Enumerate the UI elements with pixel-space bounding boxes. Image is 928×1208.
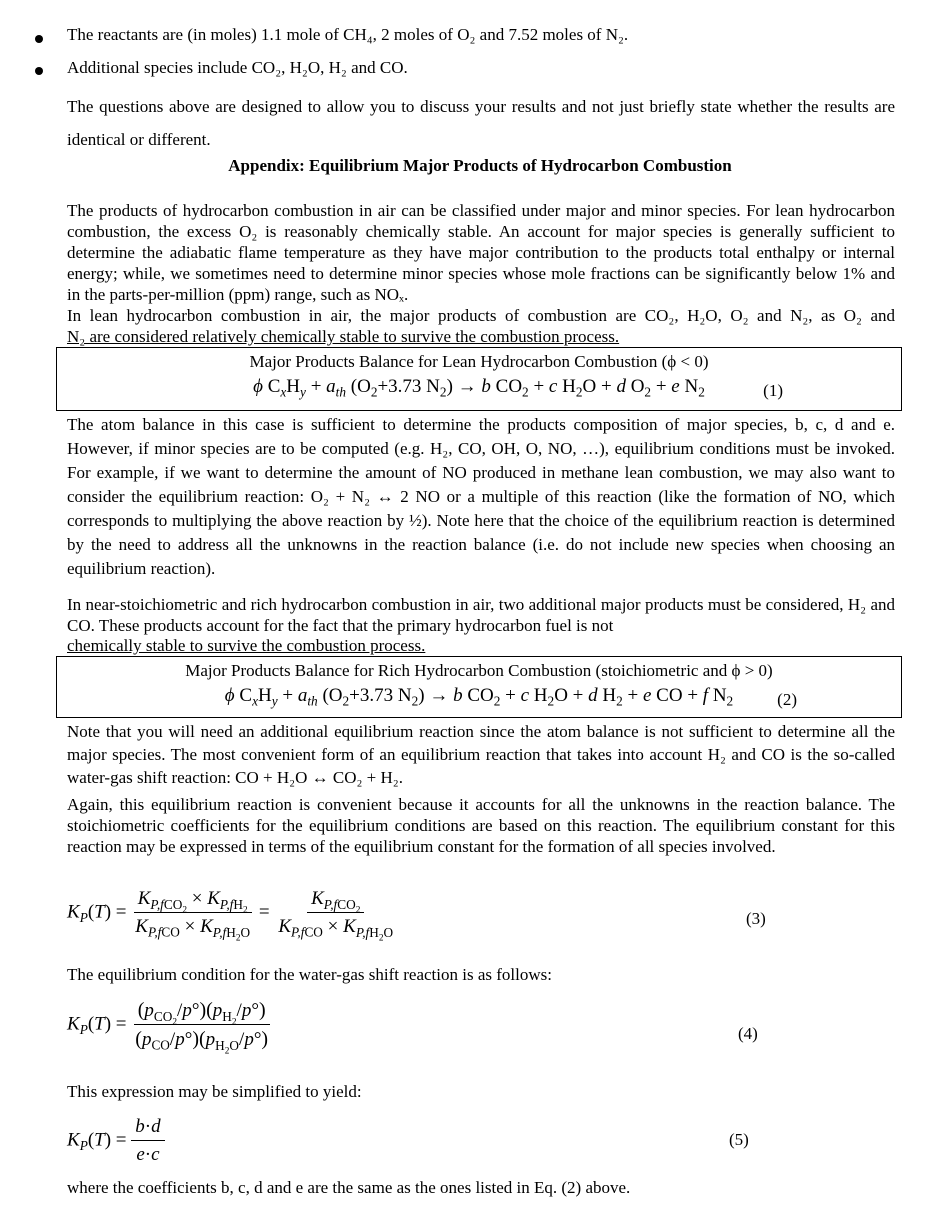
equation-number-3: (3)	[746, 909, 766, 928]
rich-balance-equation: ϕ $C_xH_y + a_{th}$ ($O_2+3.73$ $N_2) \to b$ $CO_2 + c$ $H_2O + d$ $H_2 + e$ CO + f $N_2$	[224, 685, 734, 709]
paragraph-atom-balance: The atom balance in this case is sufficient to determine the products composition of major species, b, c, d and e. However, if minor species are to be computed (e.g. H₂, CO, OH, O, NO, …), equilibrium conditions must be invoked. For example, if we want to determine the amount of NO produced in methane lean combustion, we may also want to consider the equilibrium reaction: O₂ + N₂ ↔ 2 NO or a multiple of this reaction (like the formation of NO, which corresponds to multiplying the above reaction by ½). Note here that the choice of the equilibrium reaction is determined by the need to address all the unknowns in the reaction balance (i.e. do not include new species when choosing an equilibrium reaction).	[67, 415, 895, 578]
paragraph-rich-products-line2: chemically stable to survive the combustion process.	[67, 636, 426, 655]
bullet-marker	[35, 35, 43, 43]
paragraph-rich-products-line1: In near-stoichiometric and rich hydrocarbon combustion in air, two additional major products must be considered, H₂ and CO. These products account for the fact that the primary hydrocarbon fuel is not	[67, 595, 895, 635]
bullet-item-additional-species: Additional species include CO₂, H₂O, H₂ and CO.	[67, 58, 408, 77]
paragraph-coefficients-note: where the coefficients b, c, d and e are the same as the ones listed in Eq. (2) above.	[67, 1178, 631, 1197]
equation-3: $K_P(T)$ = $\frac{K_{P,fCO_2} \times K_{P,fH_2}}{K_{P,fCO} \times K_{P,fH_2O}}$ = $\frac{K_{P,fCO_2}}{K_{P,fCO} \times K_{P,fH_2O}}$	[67, 888, 394, 943]
paragraph-lean-products-line2: N₂ are considered relatively chemically stable to survive the combustion process.	[67, 327, 620, 346]
equation-5: $K_P(T)$ = $\frac{b\cdot d}{e\cdot c}$	[67, 1116, 165, 1166]
paragraph-water-gas-condition: The equilibrium condition for the water-gas shift reaction is as follows:	[67, 965, 552, 984]
appendix-title: Appendix: Equilibrium Major Products of Hydrocarbon Combustion	[228, 156, 732, 175]
lean-balance-box	[56, 347, 902, 411]
equation-number-2: (2)	[777, 690, 797, 709]
lean-balance-caption: Major Products Balance for Lean Hydrocarbon Combustion (ϕ < 0)	[249, 352, 709, 371]
equation-4: $K_P(T)$ = $\frac{(p_{CO_2}/p^\circ)(p_{H_2}/p^\circ)}{(p_{CO}/p^\circ)(p_{H_2O}/p^\circ)}$	[67, 999, 269, 1056]
equation-number-4: (4)	[738, 1024, 758, 1043]
bullet-marker	[35, 67, 43, 75]
equation-number-1: (1)	[763, 381, 783, 400]
lean-balance-equation: ϕ $C_xH_y + a_{th}$ ($O_2+3.73$ $N_2) \to b$ $CO_2 + c$ $H_2O + d$ $O_2 + e$ $N_2$	[253, 376, 705, 400]
paragraph-simplified: This expression may be simplified to yield:	[67, 1082, 362, 1101]
equation-number-5: (5)	[729, 1130, 749, 1149]
intro-note: The questions above are designed to allow you to discuss your results and not just briefly state whether the results are identical or different.	[67, 97, 895, 149]
rich-balance-caption: Major Products Balance for Rich Hydrocarbon Combustion (stoichiometric and ϕ > 0)	[185, 661, 773, 680]
paragraph-equilibrium-constant: Again, this equilibrium reaction is convenient because it accounts for all the unknowns in the reaction balance. The stoichiometric coefficients for the equilibrium conditions are based on this reaction. The equilibrium constant for this reaction may be expressed in terms of the equilibrium constant for the formation of all species involved.	[67, 795, 895, 856]
paragraph-lean-products-line1: In lean hydrocarbon combustion in air, the major products of combustion are CO₂, H₂O, O₂ and N₂, as O₂ and	[67, 306, 895, 325]
paragraph-water-gas-shift: Note that you will need an additional equilibrium reaction since the atom balance is not sufficient to determine all the major species. The most convenient form of an equilibrium reaction that takes into account H₂ and CO is the so-called water-gas shift reaction: CO + H₂O ↔ CO₂ + H₂.	[67, 722, 895, 787]
bullet-item-reactants: The reactants are (in moles) 1.1 mole of CH₄, 2 moles of O₂ and 7.52 moles of N₂.	[67, 25, 629, 44]
rich-balance-box	[56, 656, 902, 718]
paragraph-products-classification: The products of hydrocarbon combustion in air can be classified under major and minor species. For lean hydrocarbon combustion, the excess O₂ is reasonably chemically stable. An account for major species is generally sufficient to determine the adiabatic flame temperature as they have major contribution to the products total enthalpy or internal energy; while, we sometimes need to determine minor species whose mole fractions can be significantly below 1% and in the parts-per-million (ppm) range, such as NOₓ.	[67, 201, 895, 304]
